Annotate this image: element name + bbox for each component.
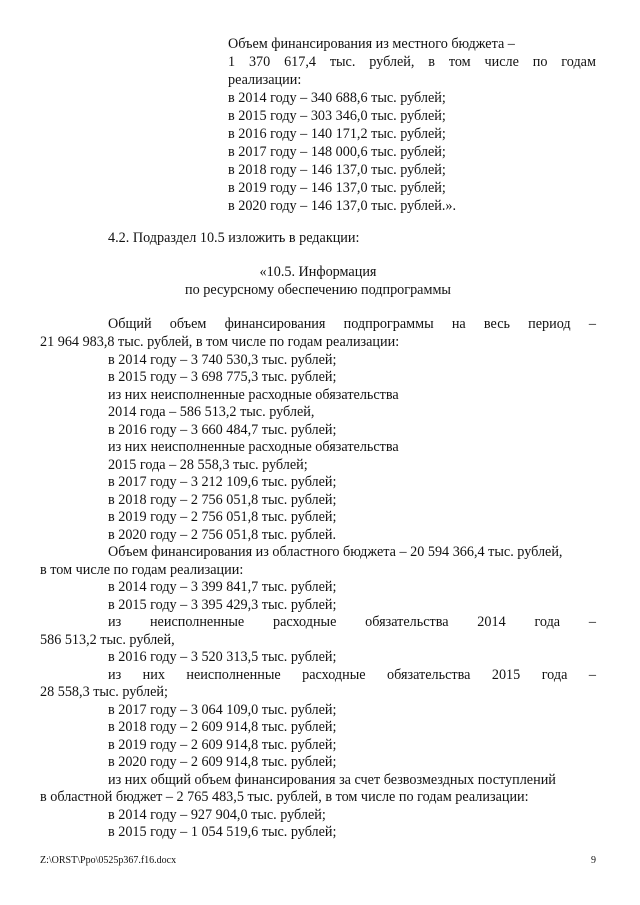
paragraph-line: в 2014 году – 3 740 530,3 тыс. рублей; xyxy=(108,352,337,368)
local-budget-total-line: 1 370 617,4 тыс. рублей, в том числе по годам xyxy=(228,54,596,70)
paragraph-line: 21 964 983,8 тыс. рублей, в том числе по годам реализации: xyxy=(40,334,400,350)
paragraph-line: в областной бюджет – 2 765 483,5 тыс. рублей, в том числе по годам реализации: xyxy=(40,789,529,805)
footer-file-path: Z:\ORST\Ppo\0525p367.f16.docx xyxy=(40,855,177,866)
local-year-line: в 2019 году – 146 137,0 тыс. рублей; xyxy=(228,180,446,196)
paragraph-line: в 2019 году – 2 756 051,8 тыс. рублей; xyxy=(108,509,337,525)
paragraph-line: в 2016 году – 3 660 484,7 тыс. рублей; xyxy=(108,422,337,438)
paragraph-line: в 2020 году – 2 756 051,8 тыс. рублей. xyxy=(108,527,337,543)
paragraph-line: в 2018 году – 2 756 051,8 тыс. рублей; xyxy=(108,492,337,508)
paragraph-line: в 2018 году – 2 609 914,8 тыс. рублей; xyxy=(108,719,337,735)
local-year-line: в 2017 году – 148 000,6 тыс. рублей; xyxy=(228,144,446,160)
paragraph-line: из них неисполненные расходные обязательства xyxy=(108,439,399,455)
local-budget-intro: Объем финансирования из местного бюджета – xyxy=(228,36,515,52)
paragraph-line: в 2017 году – 3 064 109,0 тыс. рублей; xyxy=(108,702,337,718)
paragraph-line: в 2016 году – 3 520 313,5 тыс. рублей; xyxy=(108,649,337,665)
section-heading-line1: «10.5. Информация xyxy=(259,264,377,280)
paragraph-line: из них неисполненные расходные обязательства 2015 года – xyxy=(108,667,596,683)
local-year-line: в 2018 году – 146 137,0 тыс. рублей; xyxy=(228,162,446,178)
paragraph-line: в 2014 году – 3 399 841,7 тыс. рублей; xyxy=(108,579,337,595)
paragraph-line: в 2017 году – 3 212 109,6 тыс. рублей; xyxy=(108,474,337,490)
paragraph-line: 28 558,3 тыс. рублей; xyxy=(40,684,168,700)
local-year-line: в 2016 году – 140 171,2 тыс. рублей; xyxy=(228,126,446,142)
local-year-line: в 2015 году – 303 346,0 тыс. рублей; xyxy=(228,108,446,124)
paragraph-line: из неисполненные расходные обязательства 2014 года – xyxy=(108,614,596,630)
paragraph-line: в 2015 году – 3 395 429,3 тыс. рублей; xyxy=(108,597,337,613)
paragraph-line: 2014 года – 586 513,2 тыс. рублей, xyxy=(108,404,315,420)
general-financing-line: Общий объем финансирования подпрограммы на весь период – xyxy=(108,316,596,332)
paragraph-line: в 2019 году – 2 609 914,8 тыс. рублей; xyxy=(108,737,337,753)
local-budget-realization: реализации: xyxy=(228,72,302,88)
paragraph-line: 2015 года – 28 558,3 тыс. рублей; xyxy=(108,457,308,473)
paragraph-line: в 2020 году – 2 609 914,8 тыс. рублей; xyxy=(108,754,337,770)
local-year-line: в 2020 году – 146 137,0 тыс. рублей.». xyxy=(228,198,457,214)
section-heading-line2: по ресурсному обеспечению подпрограммы xyxy=(185,282,451,298)
paragraph-line: в 2014 году – 927 904,0 тыс. рублей; xyxy=(108,807,326,823)
paragraph-line: в 2015 году – 1 054 519,6 тыс. рублей; xyxy=(108,824,337,840)
section-item-4-2: 4.2. Подраздел 10.5 изложить в редакции: xyxy=(108,230,360,246)
paragraph-line: в 2015 году – 3 698 775,3 тыс. рублей; xyxy=(108,369,337,385)
paragraph-line: из них общий объем финансирования за счет безвозмездных поступлений xyxy=(108,772,556,788)
paragraph-line: Объем финансирования из областного бюджета – 20 594 366,4 тыс. рублей, xyxy=(108,544,563,560)
paragraph-line: в том числе по годам реализации: xyxy=(40,562,244,578)
local-year-line: в 2014 году – 340 688,6 тыс. рублей; xyxy=(228,90,446,106)
paragraph-line: 586 513,2 тыс. рублей, xyxy=(40,632,175,648)
page-number: 9 xyxy=(591,855,596,866)
paragraph-line: из них неисполненные расходные обязательства xyxy=(108,387,399,403)
